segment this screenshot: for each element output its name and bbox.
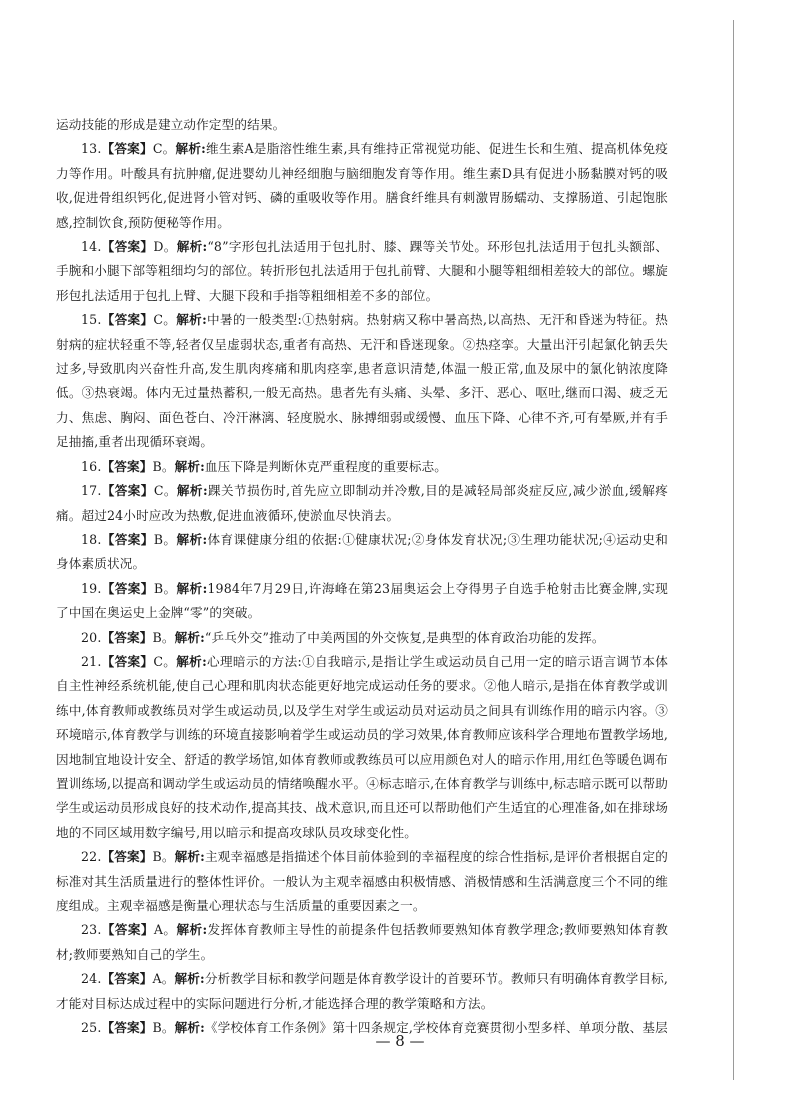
- answer-item: [56, 308, 668, 454]
- analysis-label: 解析:: [176, 653, 207, 669]
- item-number: 15.: [81, 312, 102, 328]
- analysis-text: 主观幸福感是指描述个体目前体验到的幸福程度的综合性指标,是评价者根据自定的标准对其生活质量进行的整体性评价。一般认为主观幸福感由积极情感、消极情感和生活满意度三个不同的维度组成。主观幸福感是衡量心理状态与生活质量的重要因素之一。: [56, 849, 668, 913]
- analysis-label: 解析:: [174, 458, 205, 474]
- analysis-label: 解析:: [175, 141, 206, 157]
- analysis-text: 心理暗示的方法:①自我暗示,是指让学生或运动员自己用一定的暗示语言调节本体自主性神经系统机能,使自己心理和肌肉状态能更好地完成运动任务的要求。②他人暗示,是指在体育教学或训练中,体育教师或教练员对学生或运动员,以及学生对学生或运动员对运动员之间具有训练作用的暗示内容。③环境暗示,体育教学与训练的环境直接影响着学生或运动员的学习效果,体育教师应该科学合理地布置教学场地,因地制宜地设计安全、舒适的教学场馆,如体育教师或教练员可以应用颜色对人的暗示作用,用红色等暖色调布置训练场,以提高和调动学生或运动员的情绪唤醒水平。④标志暗示,在体育教学与训练中,标志暗示既可以帮助学生或运动员形成良好的技术动作,提高其技、战术意识,而且还可以帮助他们产生适宜的心理准备,如在排球场地的不同区域用数字编号,用以暗示和提高攻球队员攻球变化性。: [56, 653, 668, 840]
- analysis-label: 解析:: [176, 922, 208, 938]
- answer-choice: C。: [152, 141, 176, 157]
- answer-item: [56, 235, 668, 308]
- answer-item: [56, 967, 668, 1016]
- answer-label: 【答案】: [101, 141, 153, 157]
- analysis-text: 体育课健康分组的依据:①健康状况;②身体发育状况;③生理功能状况;④运动史和身体素质状况。: [56, 531, 668, 572]
- answer-choice: C。: [153, 653, 177, 669]
- analysis-label: 解析:: [176, 531, 208, 547]
- analysis-text: “8”字形包扎法适用于包扎肘、膝、踝等关节处。环形包扎法适用于包扎头额部、手腕和小腿下部等粗细均匀的部位。转折形包扎法适用于包扎前臂、大腿和小腿等粗细相差较大的部位。螺旋形包扎法适用于包扎上臂、大腿下段和手指等粗细相差不多的部位。: [56, 239, 668, 303]
- item-number: 20.: [81, 629, 102, 645]
- item-number: 22.: [81, 849, 102, 865]
- answer-item: [56, 626, 668, 650]
- analysis-text: 维生素A是脂溶性维生素,具有维持正常视觉功能、促进生长和生殖、提高机体免疫力等作用。叶酸具有抗肿瘤,促进婴幼儿神经细胞与脑细胞发育等作用。维生素D具有促进小肠黏膜对钙的吸收,促进骨组织钙化,促进肾小管对钙、磷的重吸收等作用。膳食纤维具有刺激胃肠蠕动、支撑肠道、引起饱胀感,控制饮食,预防便秘等作用。: [56, 141, 668, 230]
- answer-label: 【答案】: [101, 312, 154, 328]
- analysis-label: 解析:: [174, 1020, 205, 1036]
- answer-choice: B。: [153, 580, 177, 596]
- item-number: 25.: [81, 1020, 102, 1036]
- answer-choice: A。: [152, 971, 175, 987]
- intro-line: 运动技能的形成是建立动作定型的结果。: [56, 117, 286, 132]
- analysis-text: 发挥体育教师主导性的前提条件包括教师要熟知体育教学理念;教师要熟知体育教材;教师要熟知自己的学生。: [56, 922, 668, 962]
- answer-item: [56, 650, 668, 845]
- analysis-label: 解析:: [176, 312, 207, 328]
- item-number: 16.: [81, 458, 102, 474]
- answer-label: 【答案】: [101, 1020, 153, 1036]
- analysis-text: 《学校体育工作条例》第十四条规定,学校体育竞赛贯彻小型多样、单项分散、基层: [204, 1020, 668, 1036]
- answer-item: [56, 918, 668, 967]
- item-number: 24.: [81, 971, 102, 987]
- analysis-text: 1984年7月29日,许海峰在第23届奥运会上夺得男子自选手枪射击比赛金牌,实现了中国在奥运史上金牌“零”的突破。: [56, 580, 668, 621]
- answer-choice: A。: [153, 922, 177, 938]
- analysis-text: 中暑的一般类型:①热射病。热射病又称中暑高热,以高热、无汗和昏迷为特征。热射病的症状轻重不等,轻者仅呈虚弱状态,重者有高热、无汗和昏迷现象。②热痉挛。大量出汗引起氯化钠丢失过多,导致肌肉兴奋性升高,发生肌肉疼痛和肌肉痉挛,患者意识清楚,体温一般正常,血及尿中的氯化钠浓度降低。③热衰竭。体内无过量热蓄积,一般无高热。患者先有头痛、头晕、多汗、恶心、呕吐,继而口渴、疲乏无力、焦虑、胸闷、面色苍白、冷汗淋漓、轻度脱水、脉搏细弱或缓慢、血压下降、心律不齐,可有晕厥,并有手足抽搐,重者出现循环衰竭。: [56, 312, 668, 450]
- analysis-label: 解析:: [176, 483, 208, 499]
- analysis-label: 解析:: [176, 239, 208, 255]
- analysis-text: 分析教学目标和教学问题是体育教学设计的首要环节。教师只有明确体育教学目标,才能对目标达成过程中的实际问题进行分析,才能选择合理的教学策略和方法。: [56, 971, 668, 1011]
- answer-label: 【答案】: [101, 483, 154, 499]
- item-number: 14.: [81, 239, 102, 255]
- answer-item: [56, 137, 668, 235]
- answer-choice: D。: [153, 239, 177, 255]
- answer-label: 【答案】: [101, 922, 154, 938]
- item-number: 18.: [81, 531, 102, 547]
- answer-label: 【答案】: [101, 239, 154, 255]
- item-number: 23.: [81, 922, 102, 938]
- item-number: 17.: [81, 483, 102, 499]
- answer-label: 【答案】: [101, 458, 153, 474]
- answer-label: 【答案】: [101, 531, 154, 547]
- answer-label: 【答案】: [101, 653, 154, 669]
- analysis-label: 解析:: [174, 971, 205, 987]
- analysis-label: 解析:: [176, 580, 208, 596]
- answer-choice: B。: [152, 458, 175, 474]
- item-number: 19.: [81, 580, 102, 596]
- item-number: 13.: [81, 141, 102, 157]
- answer-label: 【答案】: [101, 629, 153, 645]
- answer-choice: B。: [153, 531, 177, 547]
- analysis-label: 解析:: [174, 849, 205, 865]
- answer-label: 【答案】: [101, 849, 153, 865]
- answer-choice: C。: [153, 312, 177, 328]
- answer-choice: B。: [152, 849, 175, 865]
- answer-item: [56, 577, 668, 626]
- answer-item: [56, 528, 668, 577]
- analysis-text: “乒乓外交”推动了中美两国的外交恢复,是典型的体育政治功能的发挥。: [204, 629, 605, 645]
- answer-label: 【答案】: [101, 971, 153, 987]
- answer-item: [56, 455, 668, 479]
- answer-choice: B。: [152, 1020, 175, 1036]
- answer-label: 【答案】: [101, 580, 154, 596]
- analysis-text: 踝关节损伤时,首先应立即制动并冷敷,目的是减轻局部炎症反应,减少淤血,缓解疼痛。超过24小时应改为热敷,促进血液循环,使淤血尽快消去。: [56, 483, 668, 523]
- answer-item: [56, 479, 668, 528]
- answer-choice: B。: [152, 629, 175, 645]
- answer-item: [56, 845, 668, 918]
- item-number: 21.: [81, 653, 102, 669]
- answer-explanations: [56, 113, 668, 1040]
- answer-choice: C。: [153, 483, 177, 499]
- scan-margin-line: [733, 20, 734, 1080]
- page-number: — 8 —: [375, 1032, 425, 1050]
- analysis-label: 解析:: [174, 629, 205, 645]
- analysis-text: 血压下降是判断休克严重程度的重要标志。: [204, 458, 448, 474]
